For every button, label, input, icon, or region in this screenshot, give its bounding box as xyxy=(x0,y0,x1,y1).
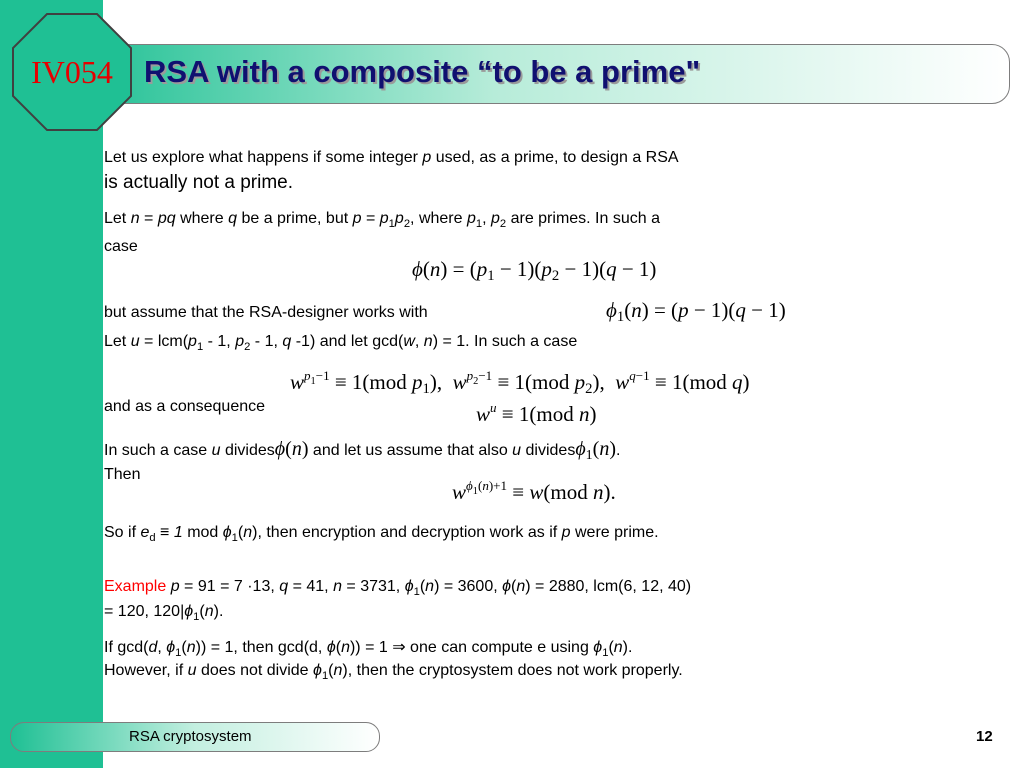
formula-phi1-n-inline: $\phi_1(n)$ xyxy=(575,438,617,463)
paragraph-consequence: and as a consequence xyxy=(104,398,266,415)
page-number: 12 xyxy=(976,728,993,745)
formula-fermat-congruences: $w^{p_1-1} \equiv 1(mod$ $p_1$), $w^{p_2-1} \equiv 1(mod$ $p_2$), $w^{q-1} \equiv 1(mod$ q) xyxy=(290,368,750,397)
formula-phi1-n: $\phi_1(n) = (p - 1)(q - 1)$ xyxy=(606,298,786,325)
formula-w-u: $w^u \equiv 1(mod$ n) xyxy=(476,400,597,426)
paragraph-intro-line2: is actually not a prime. xyxy=(104,172,294,193)
paragraph-so-if: So if $e_d \equiv 1$ mod $\phi_1(n)$, then encryption and decryption work as if p were prime. xyxy=(104,524,659,544)
implies-icon: ⇒ xyxy=(392,639,406,656)
paragraph-however: However, if u does not divide $\phi_1(n)$, then the cryptosystem does not work properly. xyxy=(104,662,683,682)
slide-title: RSA with a composite “to be a prime" xyxy=(144,54,701,89)
formula-phi-n-inline: ϕ(n) xyxy=(274,438,309,460)
paragraph-example-line2: = 120, $120|\phi_1(n)$. xyxy=(104,603,224,623)
paragraph-let-n-line1: Let n = pq where q be a prime, but $p = p_1p_2$, where $p_1$, $p_2$ are primes. In such a xyxy=(104,210,660,230)
example-label: Example xyxy=(104,578,167,595)
logo-text: IV054 xyxy=(31,53,113,90)
paragraph-let-n-line2: case xyxy=(104,238,138,255)
paragraph-let-u: Let $u = lcm(p_1 - 1$, $p_2 - 1$, q -1) and let gcd(w, n) = 1. In such a case xyxy=(104,333,578,353)
formula-w-phi1-plus-1: $w^{\phi_1(n)+1} \equiv w(mod$ n). xyxy=(452,478,616,504)
paragraph-designer: but assume that the RSA-designer works with xyxy=(104,304,428,321)
course-logo xyxy=(12,13,132,131)
paragraph-intro-line1: Let us explore what happens if some integer p used, as a prime, to design a RSA xyxy=(104,149,679,166)
paragraph-u-divides: In such a case u dividesϕ(n) and let us assume that also u dividesϕ$_1$(n). xyxy=(104,438,621,463)
paragraph-then: Then xyxy=(104,466,141,483)
formula-phi-n: $\phi(n) = (p_1 - 1)(p_2 - 1)(q - 1)$ xyxy=(412,257,657,284)
paragraph-if-gcd: If gcd(d, $\phi_1(n)) = 1$, then gcd(d, ϕ(n)) = 1 ⇒ one can compute e using $\phi_1(n)$. xyxy=(104,639,633,659)
footer-banner xyxy=(10,722,380,752)
footer-label: RSA cryptosystem xyxy=(129,728,252,745)
paragraph-example-line1: Example p = 91 = 7 ·13, q = 41, n = 3731, $\phi_1(n) = 3600$, ϕ(n) = 2880, lcm(6, 12, 40) xyxy=(104,578,692,598)
